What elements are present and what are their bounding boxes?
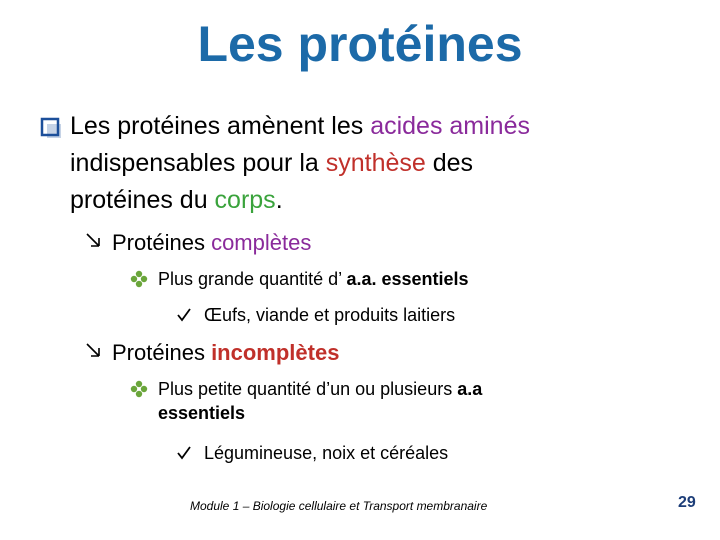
highlight-synthese: synthèse bbox=[325, 149, 426, 177]
footer-text: Module 1 – Biologie cellulaire et Transport membranaire bbox=[190, 499, 488, 513]
checkmark-icon bbox=[176, 445, 192, 461]
section-incomplete-label: Protéines bbox=[112, 340, 212, 365]
section-complete-label: Protéines bbox=[112, 230, 212, 255]
main-bullet-text-4: protéines du bbox=[70, 186, 215, 214]
section-incomplete-label-bold: incomplètes bbox=[211, 340, 340, 365]
page-number: 29 bbox=[678, 494, 696, 511]
diamond-flower-icon bbox=[130, 380, 148, 398]
outline-arrow-icon bbox=[84, 341, 106, 363]
slide-title: Les protéines bbox=[197, 16, 523, 72]
section-incomplete-sub-line2: essentiels bbox=[158, 403, 246, 423]
section-complete-sub-bold: a.a. essentiels bbox=[346, 269, 469, 289]
section-complete-sub bbox=[130, 266, 469, 292]
section-complete-label-bold: complètes bbox=[211, 230, 312, 255]
section-incomplete-sub-text: Plus petite quantité d’un ou plusieurs bbox=[158, 379, 458, 399]
highlight-acides-amines: acides aminés bbox=[370, 112, 530, 140]
main-bullet-text-1: Les protéines amènent les bbox=[70, 112, 371, 140]
section-incomplete bbox=[84, 338, 339, 368]
section-incomplete-item bbox=[176, 440, 448, 466]
main-bullet-text-2: indispensables pour la bbox=[70, 149, 326, 177]
main-bullet bbox=[40, 108, 700, 219]
section-incomplete-item-text: Légumineuse, noix et céréales bbox=[204, 443, 449, 463]
section-incomplete-sub-bold: a.a bbox=[457, 379, 483, 399]
highlight-corps: corps bbox=[214, 186, 276, 214]
main-bullet-text-3: des bbox=[425, 149, 474, 177]
checkbox-square-icon bbox=[40, 108, 66, 145]
outline-arrow-icon bbox=[84, 231, 106, 253]
section-complete-item bbox=[176, 302, 455, 328]
section-complete bbox=[84, 228, 311, 258]
section-complete-item-text: Œufs, viande et produits laitiers bbox=[204, 305, 456, 325]
main-bullet-text-5: . bbox=[275, 186, 283, 214]
section-complete-sub-text: Plus grande quantité d’ bbox=[158, 269, 347, 289]
section-incomplete-sub bbox=[130, 376, 482, 402]
checkmark-icon bbox=[176, 307, 192, 323]
diamond-flower-icon bbox=[130, 270, 148, 288]
